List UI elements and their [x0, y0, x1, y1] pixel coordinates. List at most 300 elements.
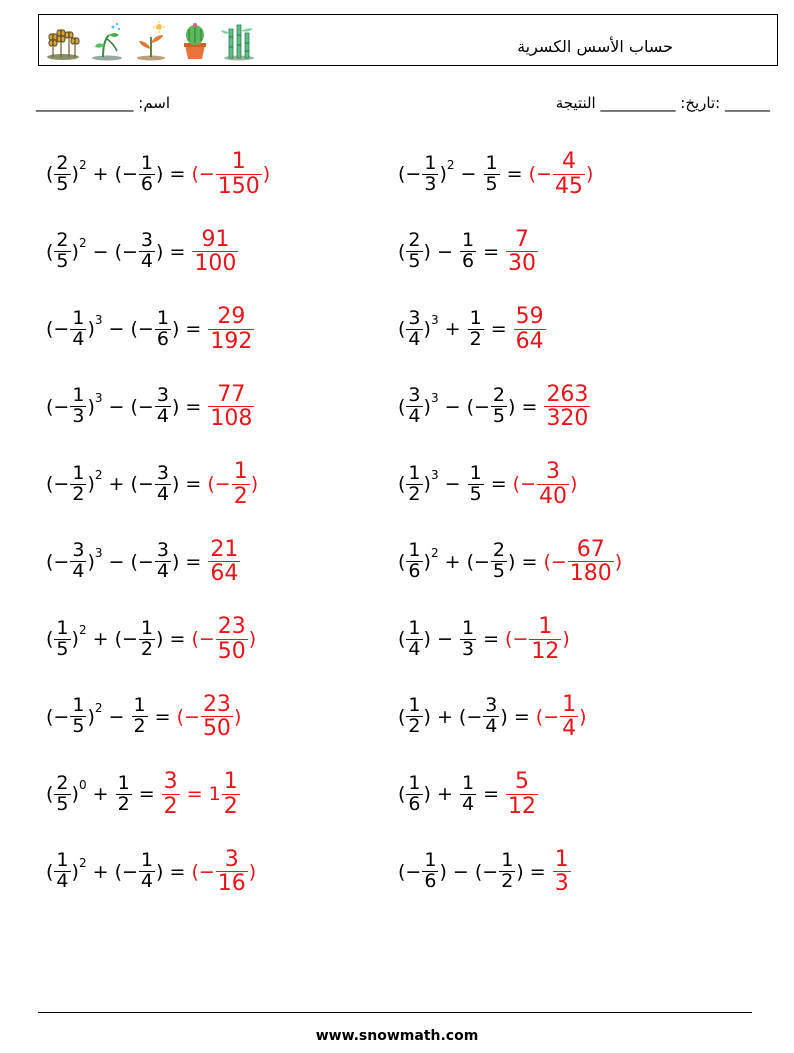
problem-17	[46, 758, 241, 830]
expression-text: + (−	[102, 473, 154, 495]
denominator: 2	[501, 870, 514, 892]
problem-14	[398, 603, 570, 675]
exponent: 3	[430, 468, 439, 482]
numerator: 3	[156, 384, 169, 407]
expression-text: )	[423, 628, 431, 650]
expression-text: =	[132, 783, 161, 805]
denominator: 4	[408, 637, 421, 660]
fraction	[139, 231, 155, 272]
fraction	[406, 306, 422, 350]
expression-text: (−	[46, 550, 70, 573]
expression-text: (	[398, 705, 406, 728]
answer	[207, 305, 255, 352]
numerator: 1	[538, 614, 553, 640]
header-box	[38, 14, 778, 66]
numerator: 23	[202, 691, 231, 717]
fraction	[132, 696, 148, 737]
numerator: 1	[461, 229, 475, 252]
answer-text: (−	[528, 163, 552, 185]
answer-text: (−	[191, 163, 215, 185]
expression-text: =	[515, 395, 544, 418]
numerator: 5	[515, 769, 530, 795]
answer-fraction	[192, 228, 238, 275]
expression-text: )	[156, 163, 164, 185]
numerator: 21	[210, 536, 239, 562]
denominator: 2	[408, 715, 421, 737]
answer-fraction	[208, 538, 240, 585]
expression-text: + (−	[430, 705, 483, 728]
denominator: 6	[140, 172, 154, 195]
fraction	[54, 851, 70, 892]
numerator: 1	[469, 306, 482, 329]
answer	[207, 460, 258, 507]
expression-text: (−	[398, 163, 422, 185]
numerator: 1	[408, 539, 421, 562]
numerator: 1	[461, 616, 475, 639]
fraction	[468, 306, 484, 350]
expression-text: (	[46, 163, 54, 185]
numerator: 7	[515, 226, 530, 252]
fraction	[70, 696, 86, 737]
expression-text: (	[398, 395, 406, 418]
numerator: 1	[72, 384, 85, 407]
answer-text: (−	[207, 473, 231, 495]
answer-fraction	[560, 693, 578, 740]
fraction	[139, 616, 155, 660]
fraction	[406, 696, 422, 737]
problem-13	[46, 603, 256, 675]
numerator: 1	[562, 691, 577, 717]
expression-text: =	[163, 240, 192, 263]
problem-18	[398, 758, 539, 830]
denominator: 40	[539, 483, 568, 509]
answer-fraction	[506, 228, 538, 275]
expression-text: =	[484, 473, 513, 495]
answer-text: )	[562, 628, 570, 650]
expression-text: )	[423, 473, 431, 495]
fraction	[460, 771, 476, 815]
name-field-label: _____________ :اسم	[36, 94, 171, 112]
problem-1	[46, 138, 270, 210]
denominator: 45	[554, 173, 583, 199]
denominator: 6	[408, 792, 421, 815]
numerator: 77	[217, 381, 246, 407]
fraction	[70, 386, 86, 427]
numerator: 29	[217, 304, 246, 330]
numerator: 1	[408, 461, 421, 484]
answer-fraction	[553, 848, 571, 895]
exponent: 2	[446, 158, 455, 172]
expression-text: (	[398, 318, 406, 340]
problem-16	[398, 681, 587, 753]
answer-text: )	[248, 628, 257, 650]
denominator: 12	[508, 793, 537, 819]
expression-text: )	[71, 163, 79, 185]
expression-text: )	[500, 705, 508, 728]
expression-text: (	[398, 473, 406, 495]
fraction	[483, 696, 499, 737]
numerator: 3	[156, 539, 169, 562]
answer-fraction	[208, 383, 254, 430]
denominator: 5	[56, 637, 69, 660]
denominator: 3	[461, 637, 475, 660]
exponent: 2	[78, 158, 87, 172]
denominator: 320	[546, 406, 589, 431]
expression-text: − (−	[438, 395, 490, 418]
expression-text: + (−	[86, 860, 138, 883]
problem-5	[46, 293, 255, 365]
numerator: 263	[546, 381, 589, 407]
denominator: 4	[156, 560, 169, 582]
numerator: 3	[72, 539, 85, 562]
denominator: 5	[72, 715, 85, 737]
fraction	[139, 151, 155, 195]
numerator: 2	[56, 151, 69, 174]
numerator: 67	[576, 536, 605, 562]
fraction	[460, 616, 476, 660]
expression-text: )	[156, 860, 164, 883]
numerator: 1	[485, 151, 498, 174]
wheat-icon	[45, 21, 81, 61]
fraction	[491, 541, 507, 582]
expression-text: (	[46, 240, 54, 263]
denominator: 180	[569, 561, 612, 586]
numerator: 3	[163, 769, 178, 795]
numerator: 1	[554, 846, 569, 872]
denominator: 3	[424, 172, 437, 195]
answer-text: (−	[191, 860, 215, 883]
expression-text: )	[71, 783, 79, 805]
fraction	[406, 541, 422, 582]
expression-text: (	[398, 240, 406, 263]
expression-text: )	[423, 783, 431, 805]
fraction	[54, 151, 70, 195]
expression-text: =	[179, 318, 208, 340]
expression-text: )	[439, 860, 447, 883]
numerator: 1	[117, 771, 130, 794]
numerator: 1	[133, 694, 146, 717]
expression-text: =	[179, 395, 208, 418]
expression-text: )	[508, 550, 516, 573]
fraction	[70, 541, 86, 582]
denominator: 4	[140, 870, 154, 892]
denominator: 50	[202, 716, 231, 741]
exponent: 2	[78, 235, 87, 250]
denominator: 2	[117, 792, 130, 815]
fraction	[422, 851, 438, 892]
numerator: 59	[515, 304, 544, 330]
expression-text: +	[86, 783, 115, 805]
problem-6	[398, 293, 547, 365]
expression-text: =	[179, 550, 208, 573]
expression-text: )	[423, 395, 431, 418]
expression-text: )	[87, 318, 95, 340]
numerator: 1	[223, 769, 238, 795]
answer	[191, 615, 256, 662]
numerator: 2	[408, 229, 421, 252]
answer-text: )	[570, 473, 578, 495]
expression-text: (	[46, 783, 54, 805]
denominator: 16	[217, 871, 246, 896]
footer-divider	[38, 1012, 752, 1013]
numerator: 1	[408, 771, 421, 794]
denominator: 4	[461, 792, 475, 815]
expression-text: +	[430, 783, 459, 805]
answer-fraction	[553, 150, 585, 197]
problem-8	[398, 371, 591, 443]
numerator: 1	[231, 149, 246, 175]
numerator: 3	[224, 846, 239, 872]
fraction	[406, 771, 422, 815]
denominator: 6	[156, 327, 169, 350]
expression-text: )	[87, 705, 95, 728]
problem-15	[46, 681, 241, 753]
answer-text: )	[262, 163, 271, 185]
numerator: 1	[72, 694, 85, 717]
numerator: 3	[156, 461, 169, 484]
expression-text: )	[71, 240, 79, 263]
fraction	[155, 386, 171, 427]
answer	[161, 770, 241, 817]
exponent: 3	[430, 313, 439, 327]
denominator: 5	[469, 482, 482, 505]
denominator: 4	[72, 560, 85, 582]
answer	[505, 770, 539, 817]
expression-text: =	[515, 550, 544, 573]
exponent: 2	[94, 468, 103, 482]
answer-fraction	[537, 460, 569, 507]
numerator: 2	[492, 539, 506, 562]
problem-3	[46, 216, 239, 288]
answer-fraction	[208, 305, 254, 352]
numerator: 1	[461, 771, 475, 794]
expression-text: =	[477, 240, 506, 263]
expression-text: =	[523, 860, 552, 883]
answer	[513, 305, 547, 352]
expression-text: )	[171, 395, 180, 418]
denominator: 5	[485, 172, 498, 195]
denominator: 5	[492, 560, 506, 582]
denominator: 100	[194, 251, 237, 276]
expression-text: =	[500, 163, 529, 185]
numerator: 1	[501, 849, 514, 872]
answer	[191, 848, 256, 895]
exponent: 2	[94, 700, 103, 715]
expression-text: =	[163, 628, 192, 650]
denominator: 2	[223, 793, 238, 819]
expression-text: )	[516, 860, 524, 883]
denominator: 64	[210, 561, 239, 586]
expression-text: −	[102, 705, 131, 728]
answer-text: )	[579, 705, 587, 728]
expression-text: )	[71, 860, 79, 883]
denominator: 4	[156, 482, 169, 505]
numerator: 1	[408, 616, 421, 639]
expression-text: (	[398, 628, 406, 650]
expression-text: )	[423, 318, 431, 340]
expression-text: + (−	[86, 628, 138, 650]
answer-fraction	[216, 615, 248, 662]
expression-text: − (−	[102, 550, 154, 573]
answer	[529, 150, 594, 197]
answer-fraction	[162, 770, 180, 817]
answer-text: )	[233, 705, 242, 728]
expression-text: −	[430, 240, 459, 263]
numerator: 4	[561, 149, 576, 175]
expression-text: (−	[46, 473, 70, 495]
numerator: 1	[408, 694, 421, 717]
denominator: 3	[72, 405, 85, 427]
fraction	[54, 231, 70, 272]
denominator: 6	[424, 870, 437, 892]
expression-text: =	[148, 705, 177, 728]
numerator: 1	[156, 306, 169, 329]
expression-text: )	[87, 395, 95, 418]
denominator: 30	[508, 251, 537, 276]
fraction	[70, 461, 86, 505]
answer-text: = 1	[180, 783, 221, 805]
answer-text: (−	[191, 628, 215, 650]
answer	[191, 228, 239, 275]
denominator: 5	[56, 250, 69, 272]
expression-text: )	[156, 628, 164, 650]
answer	[513, 460, 578, 507]
expression-text: =	[477, 783, 506, 805]
denominator: 2	[233, 483, 248, 509]
exponent: 3	[94, 545, 103, 560]
denominator: 4	[156, 405, 169, 427]
answer-fraction	[544, 383, 590, 430]
bamboo-icon	[221, 21, 257, 61]
numerator: 1	[56, 616, 69, 639]
expression-text: (	[398, 783, 406, 805]
numerator: 3	[408, 384, 421, 407]
numerator: 1	[72, 461, 85, 484]
answer-text: )	[585, 163, 594, 185]
problem-19	[46, 836, 256, 908]
expression-text: =	[507, 705, 536, 728]
expression-text: (	[46, 860, 54, 883]
answer-fraction	[514, 305, 546, 352]
expression-text: )	[87, 550, 95, 573]
expression-text: =	[163, 163, 192, 185]
expression-text: =	[484, 318, 513, 340]
answer	[543, 538, 622, 585]
answer	[207, 383, 255, 430]
denominator: 2	[163, 793, 178, 819]
expression-text: )	[439, 163, 447, 185]
numerator: 3	[485, 694, 498, 717]
expression-text: − (−	[102, 318, 154, 340]
answer-text: )	[248, 860, 257, 883]
expression-text: (−	[46, 318, 70, 340]
watering-plant-icon	[89, 21, 125, 61]
denominator: 4	[485, 715, 498, 737]
answer-text: )	[614, 550, 623, 573]
answer-fraction	[506, 770, 538, 817]
worksheet-title: حساب الأسس الكسرية	[517, 37, 673, 56]
cactus-pot-icon	[177, 21, 213, 61]
header-icons	[45, 21, 257, 61]
answer-fraction	[568, 538, 614, 585]
denominator: 5	[408, 250, 421, 272]
fraction	[155, 461, 171, 505]
denominator: 6	[461, 250, 475, 272]
problem-12	[398, 526, 622, 598]
numerator: 3	[408, 306, 421, 329]
fraction	[422, 151, 438, 195]
fraction	[468, 461, 484, 505]
denominator: 5	[492, 405, 506, 427]
numerator: 3	[546, 459, 561, 485]
numerator: 23	[217, 614, 246, 640]
answer-fraction	[216, 848, 248, 895]
fraction	[499, 851, 515, 892]
expression-text: =	[163, 860, 192, 883]
problem-4	[398, 216, 539, 288]
expression-text: )	[87, 473, 95, 495]
numerator: 1	[140, 849, 154, 872]
answer	[505, 228, 539, 275]
fraction	[460, 231, 476, 272]
denominator: 2	[140, 637, 154, 660]
expression-text: )	[423, 550, 431, 573]
numerator: 1	[140, 616, 154, 639]
fraction	[406, 461, 422, 505]
numerator: 1	[469, 461, 482, 484]
date-score-field-label: ______ :تاريخ: __________ النتيجة	[555, 94, 770, 112]
fraction	[491, 386, 507, 427]
denominator: 5	[56, 172, 69, 195]
denominator: 4	[408, 405, 421, 427]
numerator: 1	[424, 151, 437, 174]
expression-text: (−	[46, 395, 70, 418]
numerator: 1	[56, 849, 69, 872]
expression-text: −	[438, 473, 467, 495]
problem-7	[46, 371, 255, 443]
numerator: 1	[424, 849, 437, 872]
denominator: 2	[469, 327, 482, 350]
denominator: 12	[531, 638, 560, 664]
fraction	[406, 386, 422, 427]
answer	[207, 538, 241, 585]
expression-text: =	[179, 473, 208, 495]
answer-text: (−	[512, 473, 537, 495]
denominator: 150	[217, 173, 260, 199]
answer-text: (−	[505, 628, 529, 650]
expression-text: )	[423, 240, 431, 263]
problem-9	[46, 448, 258, 520]
problem-2	[398, 138, 593, 210]
denominator: 108	[210, 406, 253, 431]
answer-fraction	[529, 615, 561, 662]
denominator: 4	[408, 327, 421, 350]
expression-text: (−	[398, 860, 422, 883]
exponent: 0	[78, 778, 87, 792]
flower-sprout-icon	[133, 21, 169, 61]
expression-text: − (−	[86, 240, 138, 263]
numerator: 3	[140, 229, 154, 252]
denominator: 2	[133, 715, 146, 737]
denominator: 3	[554, 871, 569, 896]
exponent: 3	[94, 313, 103, 327]
expression-text: =	[477, 628, 506, 650]
fraction	[155, 306, 171, 350]
problem-11	[46, 526, 241, 598]
numerator: 1	[72, 306, 85, 329]
denominator: 2	[408, 482, 421, 505]
exponent: 2	[430, 545, 439, 560]
